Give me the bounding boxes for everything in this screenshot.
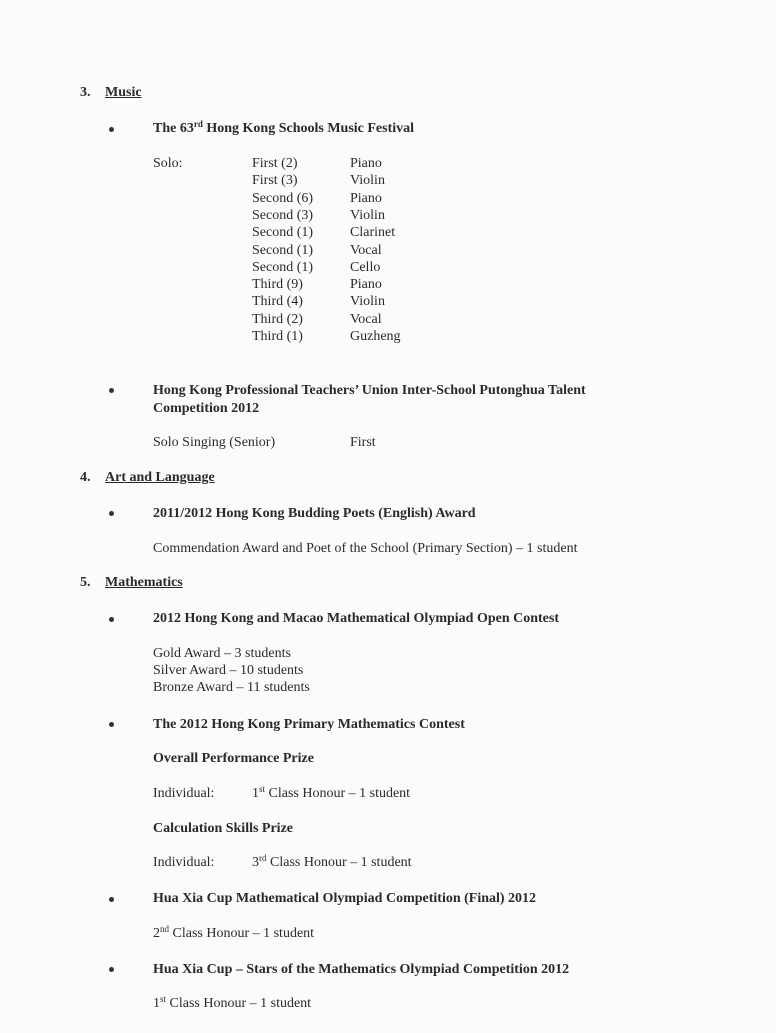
solo-singing-label: Solo Singing (Senior) [153, 435, 276, 450]
putonghua-title-line1: Hong Kong Professional Teachers’ Union Inter-School Putonghua Talent [153, 383, 586, 398]
solo-instrument: Piano [350, 156, 382, 171]
olympiad-result-gold: Gold Award – 3 students [153, 646, 291, 661]
solo-instrument: Violin [350, 207, 385, 223]
calc-result: 3rd Class Honour – 1 student [252, 853, 412, 870]
huaxia-stars-title: Hua Xia Cup – Stars of the Mathematics Olympiad Competition 2012 [153, 962, 570, 977]
solo-place: Third (4) [252, 294, 303, 310]
section-title-music: Music [105, 85, 142, 100]
overall-individual-label: Individual: [153, 786, 215, 801]
solo-place: First (3) [252, 173, 298, 189]
section-number-art: 4. [80, 470, 91, 485]
calc-prize-title: Calculation Skills Prize [153, 821, 293, 836]
solo-place: Third (1) [252, 329, 303, 344]
primary-contest-title: The 2012 Hong Kong Primary Mathematics Contest [153, 717, 465, 732]
solo-place: Third (2) [252, 311, 303, 327]
solo-instrument: Vocal [350, 242, 382, 258]
solo-instrument: Clarinet [350, 225, 396, 241]
solo-instrument: Piano [350, 190, 382, 206]
solo-instrument: Piano [350, 277, 382, 293]
bullet-icon [109, 511, 114, 516]
poets-result: Commendation Award and Poet of the School (Primary Section) – 1 student [153, 541, 578, 556]
solo-place: Second (1) [252, 242, 314, 258]
festival-title: The 63rd Hong Kong Schools Music Festival [153, 119, 415, 136]
bullet-icon [109, 617, 114, 622]
solo-instrument: Violin [350, 294, 385, 310]
solo-place: Second (1) [252, 259, 314, 275]
solo-place: Second (6) [252, 190, 314, 206]
olympiad-result-bronze: Bronze Award – 11 students [153, 680, 310, 695]
section-number-math: 5. [80, 575, 91, 590]
section-title-art: Art and Language [105, 470, 215, 485]
bullet-icon [109, 722, 114, 727]
solo-place: First (2) [252, 156, 298, 171]
bullet-icon [109, 897, 114, 902]
solo-singing-result: First [350, 435, 376, 450]
solo-instrument: Cello [350, 259, 381, 275]
poets-title: 2011/2012 Hong Kong Budding Poets (English) Award [153, 506, 476, 521]
olympiad-title: 2012 Hong Kong and Macao Mathematical Olympiad Open Contest [153, 611, 560, 626]
solo-instrument: Vocal [350, 311, 382, 327]
bullet-icon [109, 127, 114, 132]
olympiad-result-silver: Silver Award – 10 students [153, 663, 304, 678]
overall-prize-title: Overall Performance Prize [153, 751, 314, 766]
huaxia-stars-result: 1st Class Honour – 1 student [153, 994, 312, 1011]
section-number-music: 3. [80, 85, 91, 100]
calc-individual-label: Individual: [153, 855, 215, 870]
bullet-icon [109, 388, 114, 393]
overall-result: 1st Class Honour – 1 student [252, 784, 411, 801]
solo-instrument: Guzheng [350, 329, 401, 344]
putonghua-title-line2: Competition 2012 [153, 401, 260, 416]
solo-place: Second (1) [252, 225, 314, 241]
huaxia-final-title: Hua Xia Cup Mathematical Olympiad Competition (Final) 2012 [153, 891, 537, 906]
huaxia-final-result: 2nd Class Honour – 1 student [153, 924, 315, 941]
solo-instrument: Violin [350, 173, 385, 189]
section-title-math: Mathematics [105, 575, 183, 590]
bullet-icon [109, 967, 114, 972]
solo-place: Third (9) [252, 277, 303, 293]
solo-label: Solo: [153, 156, 183, 171]
solo-place: Second (3) [252, 207, 314, 223]
